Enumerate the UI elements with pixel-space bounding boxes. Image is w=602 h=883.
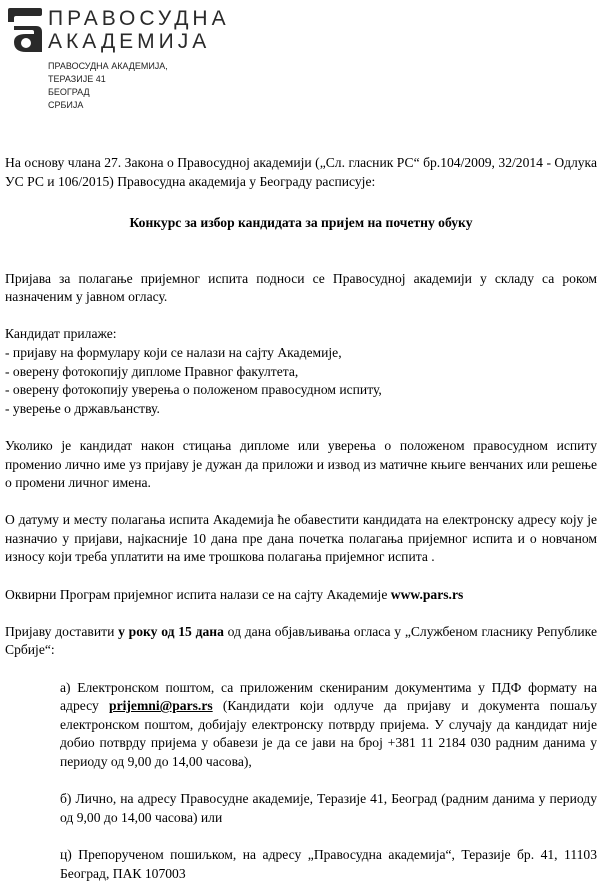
deadline-post: од дана објављивања огласа у „Службеном гласнику Републике Србије“: xyxy=(5,623,597,658)
attachment-item: - пријаву на формулару који се налази на сајту Академије, xyxy=(5,344,342,360)
deadline-pre: Пријаву доставити xyxy=(5,623,119,639)
option-a-post: (Кандидати који одлуче да пријаву и документа пошаљу електронском поштом, добијају електронску потврду пријема. У случају да кандидат није добио потврду пријема у обавези је да се јави на број +381 11 2184 030 радним данима у периоду од 9,00 до 14,00 часова), xyxy=(60,698,597,769)
competition-title: Конкурс за избор кандидата за пријем на почетну обуку xyxy=(129,214,473,230)
address-line: ПРАВОСУДНА АКАДЕМИЈА, xyxy=(48,61,168,71)
address-line: БЕОГРАД xyxy=(48,87,90,97)
attachment-item: - оверену фотокопију дипломе Правног факултета, xyxy=(5,363,299,379)
attachment-item: - уверење о држављанству. xyxy=(5,400,160,416)
intro-paragraph: На основу члана 27. Закона о Правосудној академији („Сл. гласник РС“ бр.104/2009, 32/2014 - Одлука УС РС и 106/2015) Правосудна академија у Београду расписује: xyxy=(5,155,597,189)
attachments-heading: Кандидат прилаже: xyxy=(5,326,117,342)
exam-notice-paragraph: О датуму и месту полагања испита Академија ће обавестити кандидата на електронску адресу коју је назначио у пријави, најкасније 10 дана пре дана почетка полагања пријемног испита и о новчаном износу који треба уплатити на име трошкова полагања пријемног испита . xyxy=(5,512,597,565)
option-mail: ц) Препорученом пошиљком, на адресу „Правосудна академија“, Теразије бр. 41, 11103 Београд, ПАК 107003 xyxy=(60,846,597,881)
document-body xyxy=(5,154,597,883)
academy-emblem-icon xyxy=(6,8,44,54)
logo-title-line2: АКАДЕМИЈА xyxy=(48,30,211,53)
application-paragraph: Пријава за полагање пријемног испита подноси се Правосудној академији у складу са роком назначеним у јавном огласу. xyxy=(5,270,597,305)
program-text: Оквирни Програм пријемног испита налази се на сајту Академије xyxy=(5,586,391,602)
logo-title-line1: ПРАВОСУДНА xyxy=(48,7,230,30)
name-change-paragraph: Уколико је кандидат након стицања дипломе или уверења о положеном правосудном испиту променио лично име уз пријаву је дужан да приложи и извод из матичне књиге венчаних или решење о промени личног имена. xyxy=(5,437,597,491)
option-email xyxy=(5,679,597,772)
option-a-pre: а) Електронском поштом, са приложеним скенираним документима у ПДФ формату на адресу xyxy=(60,679,597,714)
deadline-paragraph xyxy=(5,623,597,660)
academy-address xyxy=(48,60,168,112)
option-in-person: б) Лично, на адресу Правосудне академије, Теразије 41, Београд (радним данима у периоду од 9,00 до 14,00 часова) или xyxy=(60,791,597,825)
deadline-bold: у року од 15 дана xyxy=(118,623,224,639)
program-paragraph xyxy=(5,586,597,605)
website-link[interactable]: www.pars.rs xyxy=(390,586,464,602)
attachment-item: - оверену фотокопију уверења о положеном правосудном испиту, xyxy=(5,382,382,398)
email-link[interactable]: prijemni@pars.rs xyxy=(109,698,213,714)
address-line: СРБИЈА xyxy=(48,100,84,110)
academy-logo xyxy=(6,6,230,110)
address-line: ТЕРАЗИЈЕ 41 xyxy=(48,74,106,84)
